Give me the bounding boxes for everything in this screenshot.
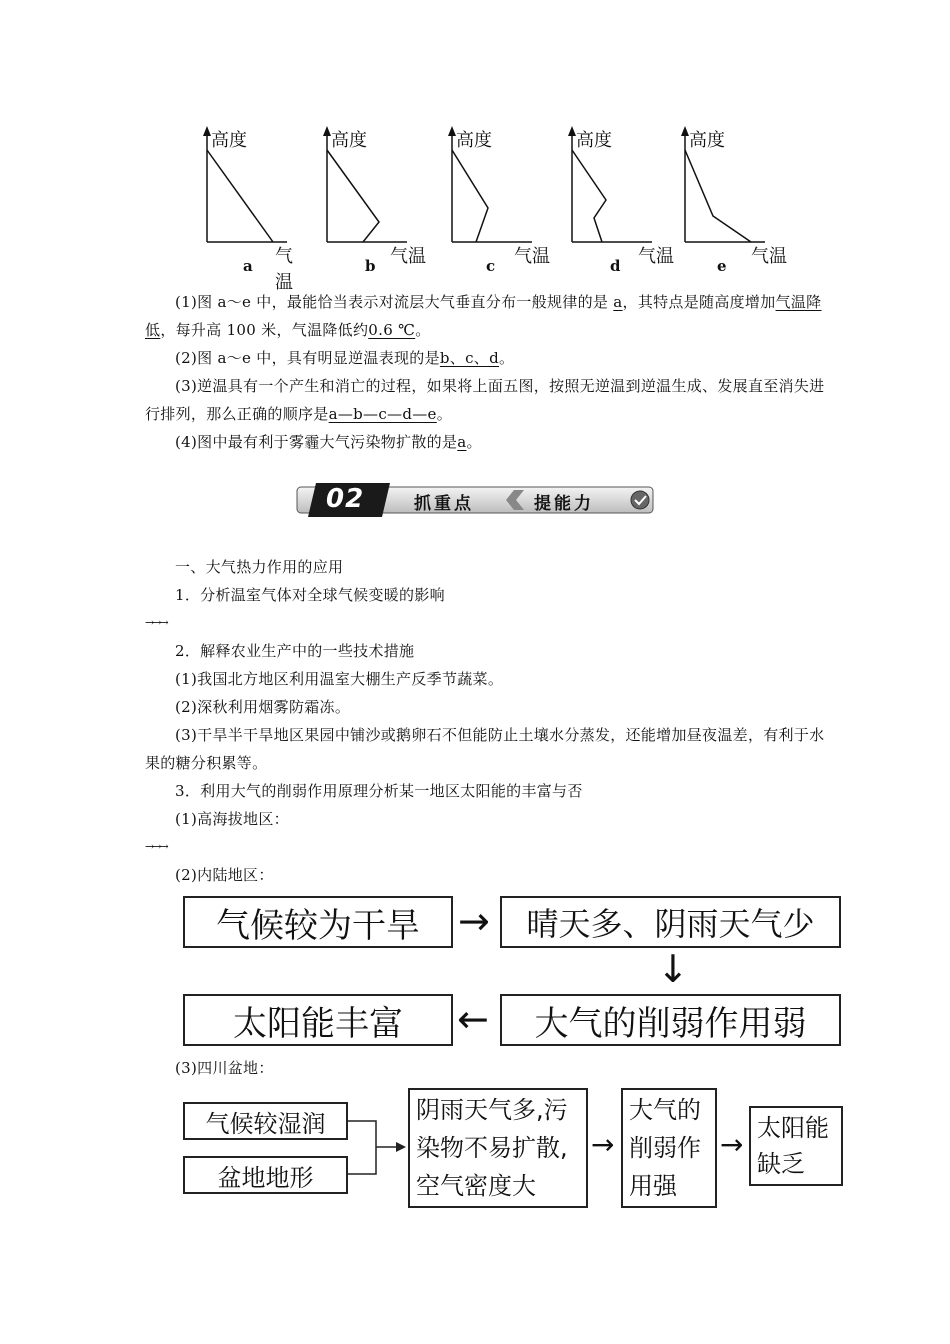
graph-label: b [365, 257, 376, 275]
merge-connector [348, 1100, 408, 1200]
flow-box-basin-terrain: 盆地地形 [183, 1156, 348, 1194]
arrow-right: → [720, 1128, 744, 1161]
graph-d [560, 120, 675, 280]
question-4: (4)图中最有利于雾霾大气污染物扩散的是a。 [175, 433, 482, 451]
y-axis-label: 高度 [211, 130, 247, 151]
answer: a [613, 293, 623, 311]
graph-c [440, 120, 555, 280]
arrows-placeholder: →→→ [145, 616, 167, 629]
y-axis-label: 高度 [689, 130, 725, 151]
flow-box-weak-attenuation: 大气的削弱作用弱 [500, 994, 841, 1046]
arrow-down: ↓ [657, 947, 689, 991]
question-1: (1)图 a～e 中，最能恰当表示对流层大气垂直分布一般规律的是 a，其特点是随高度增加气温降低，每升高 100 米，气温降低约0.6 ℃。 [145, 293, 822, 339]
answer: 气温降低 [145, 293, 822, 339]
y-axis-label: 高度 [456, 130, 492, 151]
item-3-3: (3)四川盆地： [175, 1059, 274, 1077]
temperature-profile-graphs [195, 120, 795, 293]
flow-box-solar-lacking: 太阳能缺乏 [749, 1106, 843, 1186]
graph-b [315, 120, 430, 280]
arrows-placeholder: →→→ [145, 840, 167, 853]
banner-right-text: 提能力 [534, 494, 594, 514]
banner-left-text: 抓重点 [414, 494, 474, 514]
flow-box-dry-climate: 气候较为干旱 [183, 896, 453, 948]
item-2: 2．解释农业生产中的一些技术措施 [175, 642, 415, 660]
graph-label: c [486, 257, 496, 275]
flow-box-humid-climate: 气候较湿润 [183, 1102, 348, 1140]
graph-e [673, 120, 793, 280]
banner-number: 02 [326, 484, 365, 514]
y-axis-label: 高度 [331, 130, 367, 151]
graph-label: a [243, 257, 253, 275]
item-3-1: (1)高海拔地区： [175, 810, 289, 828]
item-3-2: (2)内陆地区： [175, 866, 274, 884]
y-axis-label: 高度 [576, 130, 612, 151]
x-axis-label: 气温 [514, 246, 550, 267]
x-axis-label: 气温 [390, 246, 426, 267]
answer: a [457, 433, 467, 451]
answer: a—b—c—d—e [328, 405, 437, 423]
arrow-right: → [458, 899, 490, 943]
arrow-left: ← [457, 997, 489, 1041]
graph-label: e [717, 257, 727, 275]
item-2-3: (3)干旱半干旱地区果园中铺沙或鹅卵石不但能防止土壤水分蒸发，还能增加昼夜温差，有利于水果的糖分积累等。 [145, 726, 825, 772]
x-axis-label: 气温 [638, 246, 674, 267]
question-2: (2)图 a～e 中，具有明显逆温表现的是b、c、d。 [175, 349, 515, 367]
arrow-right: → [591, 1128, 615, 1161]
item-1: 1．分析温室气体对全球气候变暖的影响 [175, 586, 445, 604]
item-2-2: (2)深秋利用烟雾防霜冻。 [175, 698, 351, 716]
answer: b、c、d [439, 349, 500, 367]
item-2-1: (1)我国北方地区利用温室大棚生产反季节蔬菜。 [175, 670, 504, 688]
answer: 0.6 ℃ [368, 321, 416, 339]
item-3: 3．利用大气的削弱作用原理分析某一地区太阳能的丰富与否 [175, 782, 583, 800]
section-banner [296, 482, 656, 518]
section-heading: 一、大气热力作用的应用 [175, 558, 344, 576]
x-axis-label: 气温 [751, 246, 787, 267]
flow-box-rainy-polluted: 阴雨天气多,污染物不易扩散,空气密度大 [408, 1088, 588, 1208]
flow-box-solar-rich: 太阳能丰富 [183, 994, 453, 1046]
graph-label: d [610, 257, 621, 275]
question-3: (3)逆温具有一个产生和消亡的过程，如果将上面五图，按照无逆温到逆温生成、发展直至消失进行排列，那么正确的顺序是a—b—c—d—e。 [145, 377, 825, 423]
graph-a [195, 120, 310, 293]
x-axis-label: 气温 [275, 246, 293, 293]
flow-box-sunny: 晴天多、阴雨天气少 [500, 896, 841, 948]
flow-box-strong-attenuation: 大气的削弱作用强 [621, 1088, 717, 1208]
